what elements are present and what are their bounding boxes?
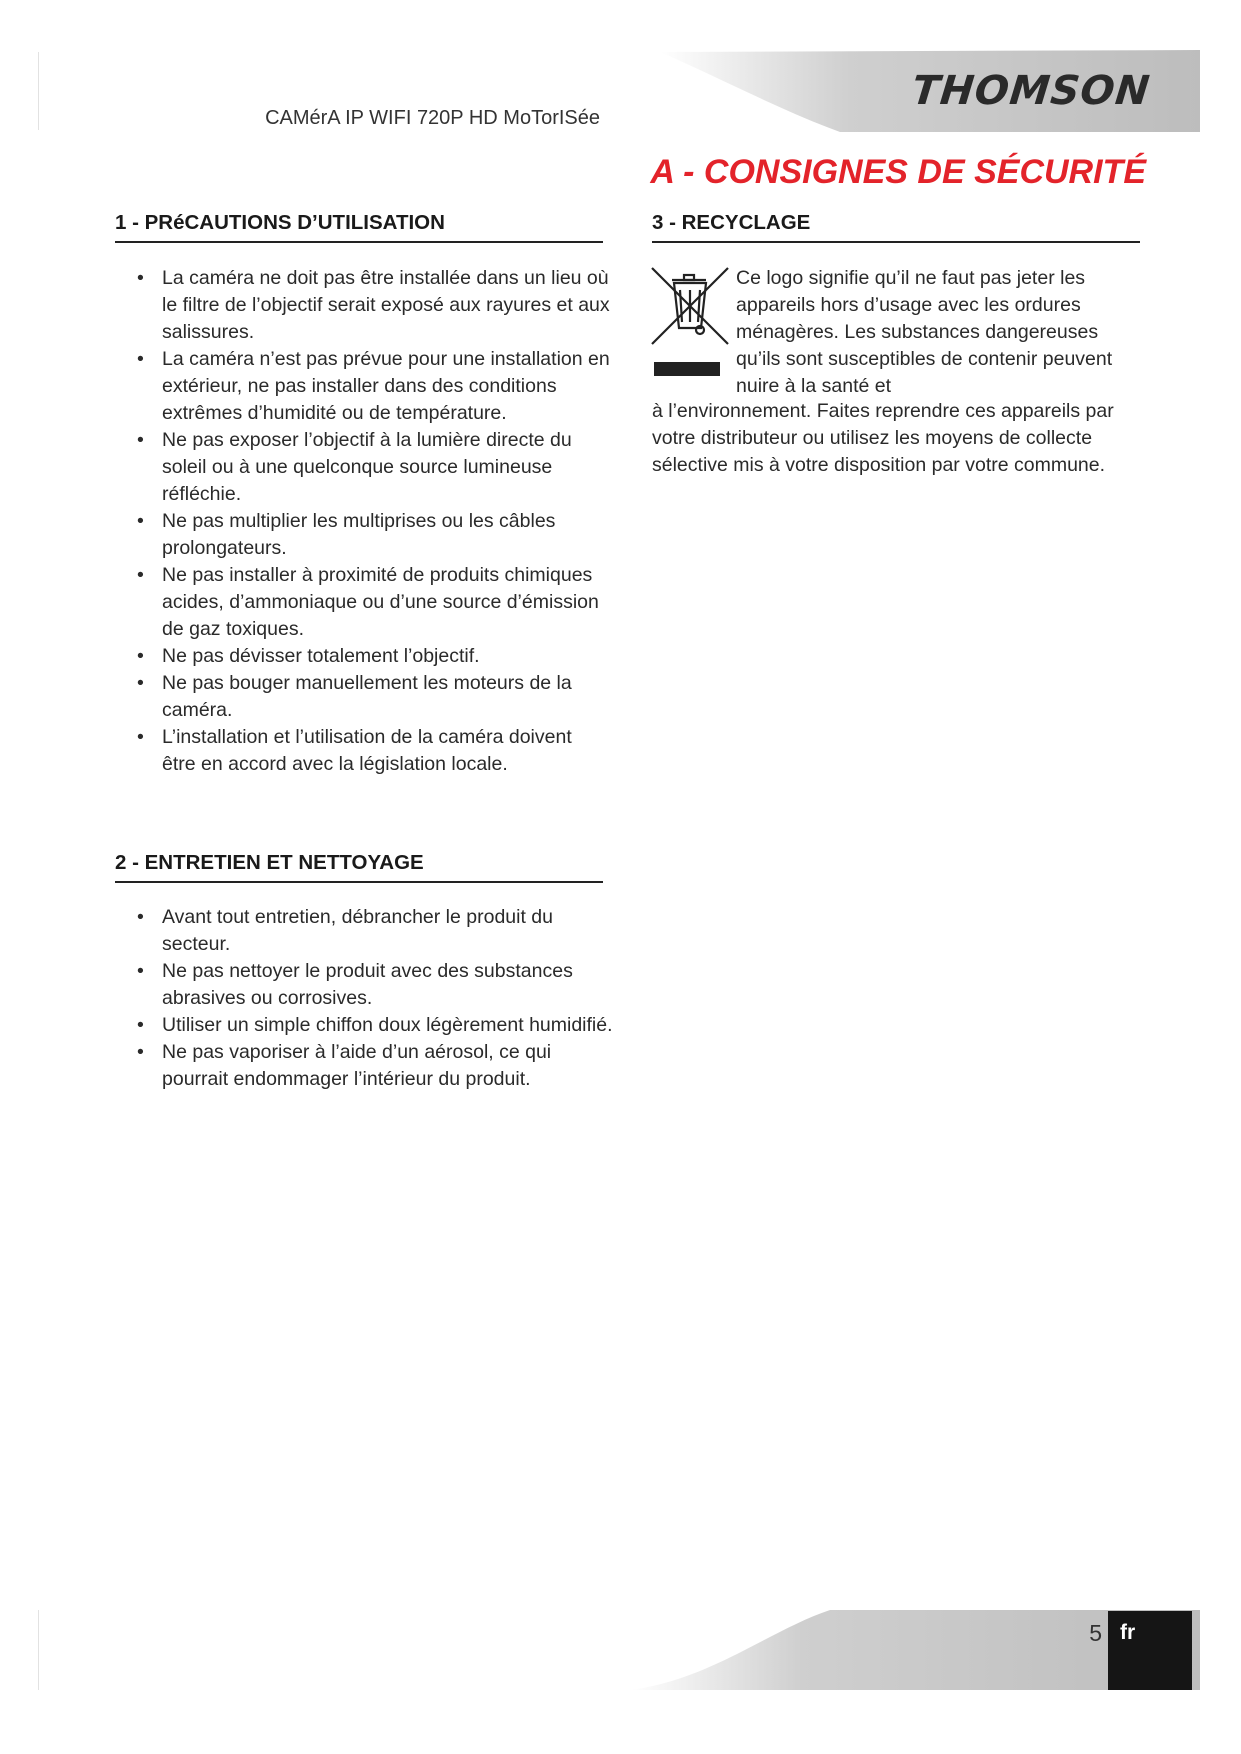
list-item-text: Avant tout entretien, débrancher le produit du secteur. (162, 906, 553, 955)
list-item (115, 643, 610, 670)
heading-maintenance: 2 - ENTRETIEN ET NETTOYAGE (115, 851, 603, 883)
language-label: fr (1120, 1621, 1136, 1644)
list-item-text: L’installation et l’utilisation de la caméra doivent être en accord avec la législation locale. (162, 726, 572, 775)
page-number: 5 (1089, 1620, 1102, 1646)
bullet-dot: • (137, 672, 144, 694)
language-tab (1108, 1611, 1192, 1690)
crossed-out-wheelie-bin-icon (648, 266, 732, 346)
recycling-text-beside-icon: Ce logo signifie qu’il ne faut pas jeter les appareils hors d’usage avec les ordures ménagères. Les substances dangereuses qu’ils sont susceptibles de contenir peuvent nuire à la santé et (736, 267, 1113, 397)
margin-line-bottom (38, 1610, 39, 1690)
list-item (115, 904, 615, 958)
brand-logo: THOMSON (909, 68, 1153, 114)
list-item (115, 562, 610, 643)
list-item-text: Ne pas installer à proximité de produits chimiques acides, d’ammoniaque ou d’une source d’émission de gaz toxiques. (162, 564, 599, 640)
bullet-dot: • (137, 267, 144, 289)
list-item-text: La caméra n’est pas prévue pour une installation en extérieur, ne pas installer dans des conditions extrêmes d’humidité ou de température. (162, 348, 610, 424)
section-title: A - CONSIGNES DE SÉCURITÉ (650, 153, 1146, 191)
bullet-dot: • (137, 429, 144, 451)
bullet-dot: • (137, 960, 144, 982)
document-title: CAMérA IP WIFI 720P HD MoTorISée (265, 107, 600, 129)
list-item-text: Ne pas multiplier les multiprises ou les câbles prolongateurs. (162, 510, 556, 559)
recycle-bar (654, 362, 720, 376)
bullet-dot: • (137, 564, 144, 586)
list-item (115, 1039, 615, 1093)
list-item-text: Ne pas vaporiser à l’aide d’un aérosol, ce qui pourrait endommager l’intérieur du produit. (162, 1041, 552, 1090)
list-item (115, 265, 610, 346)
list-item-text: Ne pas bouger manuellement les moteurs de la caméra. (162, 672, 572, 721)
list-item (115, 670, 610, 724)
bullet-dot: • (137, 1041, 144, 1063)
list-item (115, 427, 610, 508)
list-item (115, 1012, 615, 1039)
precautions-list (115, 265, 610, 778)
bullet-dot: • (137, 1014, 144, 1036)
margin-line-top (38, 52, 39, 130)
bullet-dot: • (137, 645, 144, 667)
list-item (115, 508, 610, 562)
heading-precautions: 1 - PRéCAUTIONS D’UTILISATION (115, 211, 603, 243)
heading-recycling: 3 - RECYCLAGE (652, 211, 1140, 243)
bullet-dot: • (137, 510, 144, 532)
list-item (115, 958, 615, 1012)
bullet-dot: • (137, 348, 144, 370)
list-item-text: Ne pas exposer l’objectif à la lumière directe du soleil ou à une quelconque source lumineuse réfléchie. (162, 429, 572, 505)
bullet-dot: • (137, 726, 144, 748)
list-item (115, 724, 610, 778)
bullet-dot: • (137, 906, 144, 928)
list-item-text: La caméra ne doit pas être installée dans un lieu où le filtre de l’objectif serait exposé aux rayures et aux salissures. (162, 267, 610, 343)
list-item-text: Ne pas dévisser totalement l’objectif. (162, 645, 480, 667)
recycling-text-below-icon: à l’environnement. Faites reprendre ces appareils par votre distributeur ou utilisez les moyens de collecte sélective mis à votre disposition par votre commune. (652, 400, 1114, 476)
list-item-text: Ne pas nettoyer le produit avec des substances abrasives ou corrosives. (162, 960, 573, 1009)
list-item-text: Utiliser un simple chiffon doux légèrement humidifié. (162, 1014, 613, 1036)
maintenance-list (115, 904, 615, 1093)
list-item (115, 346, 610, 427)
